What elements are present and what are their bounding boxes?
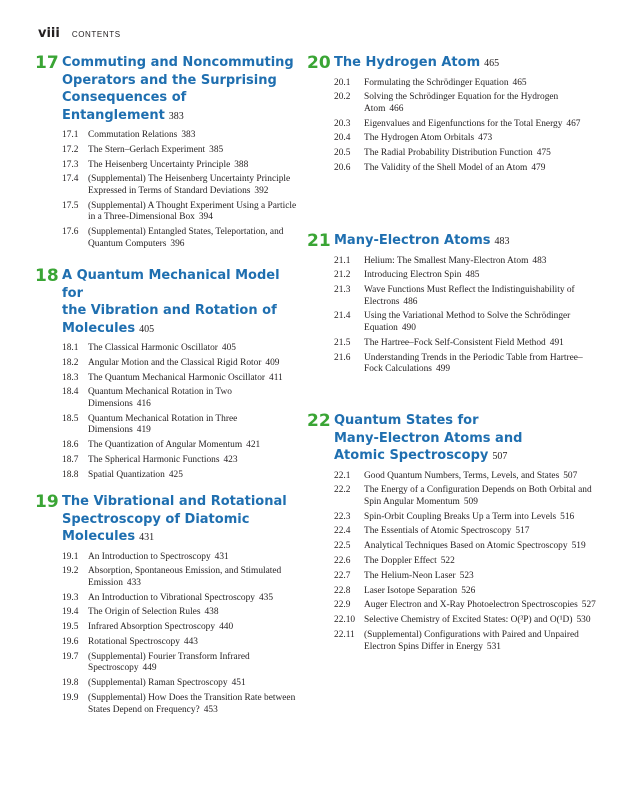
section-title-text: (Supplemental) Fourier Transform Infrared Spectroscopy bbox=[88, 651, 250, 674]
section-title-text: The Energy of a Configuration Depends on Both Orbital and Spin Angular Momentum bbox=[364, 485, 592, 507]
section-number: 19.2 bbox=[62, 566, 79, 577]
section-title bbox=[88, 470, 297, 482]
section-number: 21.3 bbox=[334, 285, 351, 296]
page-header bbox=[38, 24, 121, 42]
section-page: 491 bbox=[549, 337, 564, 348]
chapter-page: 507 bbox=[492, 451, 508, 462]
section-page: 516 bbox=[560, 511, 575, 522]
section-number: 22.4 bbox=[334, 526, 351, 537]
section-entry[interactable] bbox=[307, 571, 597, 583]
section-title bbox=[88, 387, 297, 410]
section-title bbox=[364, 615, 597, 627]
section-title bbox=[364, 556, 597, 568]
chapter-title[interactable] bbox=[62, 54, 297, 125]
section-page: 526 bbox=[461, 585, 476, 596]
section-number: 19.7 bbox=[62, 651, 79, 662]
section-number: 19.5 bbox=[62, 622, 79, 633]
section-number: 17.6 bbox=[62, 227, 79, 238]
section-page: 473 bbox=[478, 133, 493, 144]
section-title bbox=[88, 160, 297, 172]
chapter-number: 17 bbox=[35, 53, 59, 73]
section-title bbox=[364, 285, 597, 308]
section-entry[interactable] bbox=[35, 593, 297, 605]
section-number: 20.4 bbox=[334, 133, 351, 144]
section-list bbox=[35, 552, 297, 717]
section-title bbox=[88, 440, 297, 452]
section-title-text: Laser Isotope Separation bbox=[364, 585, 458, 596]
section-title bbox=[364, 512, 597, 524]
section-page: 453 bbox=[203, 704, 218, 715]
section-number: 19.8 bbox=[62, 678, 79, 689]
section-title bbox=[364, 148, 597, 160]
section-page: 392 bbox=[254, 185, 269, 196]
section-title bbox=[88, 343, 297, 355]
section-number: 22.10 bbox=[334, 615, 356, 626]
section-title-text: Angular Motion and the Classical Rigid Rotor bbox=[88, 357, 262, 368]
section-entry[interactable] bbox=[35, 552, 297, 564]
section-title bbox=[88, 693, 297, 716]
section-title-text: Understanding Trends in the Periodic Table from Hartree–Fock Calculations bbox=[364, 352, 583, 375]
running-title: CONTENTS bbox=[71, 30, 121, 39]
section-entry[interactable] bbox=[307, 485, 597, 508]
section-page: 465 bbox=[512, 77, 527, 88]
chapter-page: 405 bbox=[139, 323, 155, 335]
section-entry[interactable] bbox=[307, 270, 597, 282]
section-page: 411 bbox=[269, 372, 283, 383]
section-title bbox=[88, 637, 297, 649]
section-number: 21.1 bbox=[334, 255, 351, 266]
section-entry[interactable] bbox=[35, 566, 297, 589]
chapter-title[interactable] bbox=[334, 412, 597, 466]
section-list bbox=[307, 471, 597, 654]
section-title bbox=[364, 92, 597, 115]
section-title-text: Helium: The Smallest Many-Electron Atom bbox=[364, 255, 529, 266]
section-page: 531 bbox=[486, 641, 501, 652]
section-title bbox=[364, 571, 597, 583]
chapter-title-line: Spectroscopy of Diatomic bbox=[62, 511, 250, 527]
section-page: 385 bbox=[209, 144, 224, 155]
section-entry[interactable] bbox=[35, 637, 297, 649]
section-page: 519 bbox=[571, 541, 586, 552]
section-title bbox=[88, 358, 297, 370]
section-entry[interactable] bbox=[35, 652, 297, 675]
section-title bbox=[364, 471, 597, 483]
section-title-text: The Quantization of Angular Momentum bbox=[88, 440, 243, 451]
section-title-text: (Supplemental) Raman Spectroscopy bbox=[88, 678, 228, 689]
section-page: 435 bbox=[258, 592, 274, 603]
section-page: 485 bbox=[465, 270, 480, 281]
section-title-text: Good Quantum Numbers, Terms, Levels, and States bbox=[364, 470, 560, 481]
section-number: 18.6 bbox=[62, 440, 79, 451]
section-entry[interactable] bbox=[35, 455, 297, 467]
section-entry[interactable] bbox=[35, 145, 297, 157]
chapter-title-line: Molecules bbox=[62, 320, 136, 336]
section-entry[interactable] bbox=[35, 227, 297, 250]
section-entry[interactable] bbox=[35, 174, 297, 197]
section-page: 483 bbox=[532, 255, 547, 266]
section-number: 22.2 bbox=[334, 485, 351, 496]
section-title-text: The Doppler Effect bbox=[364, 556, 437, 566]
chapter-19 bbox=[35, 493, 297, 719]
section-title-text: Absorption, Spontaneous Emission, and Stimulated Emission bbox=[88, 566, 282, 588]
section-title-text: Quantum Mechanical Rotation in Three Dimensions bbox=[88, 413, 238, 436]
section-entry[interactable] bbox=[307, 133, 597, 145]
section-page: 486 bbox=[403, 296, 418, 307]
section-title bbox=[364, 541, 597, 553]
section-title-text: The Hartree–Fock Self-Consistent Field Method bbox=[364, 337, 546, 348]
section-number: 18.2 bbox=[62, 357, 79, 368]
section-page: 507 bbox=[563, 470, 578, 481]
section-title-text: Using the Variational Method to Solve the Schrödinger Equation bbox=[364, 311, 571, 334]
section-page: 431 bbox=[214, 551, 229, 562]
section-page: 433 bbox=[126, 577, 141, 588]
section-entry[interactable] bbox=[307, 148, 597, 160]
section-number: 18.3 bbox=[62, 372, 79, 383]
chapter-title-line: Many-Electron Atoms and bbox=[334, 430, 523, 446]
section-page: 440 bbox=[219, 622, 234, 633]
section-entry[interactable] bbox=[307, 630, 597, 653]
section-entry[interactable] bbox=[307, 586, 597, 598]
section-number: 20.5 bbox=[334, 148, 351, 159]
section-entry[interactable] bbox=[307, 285, 597, 308]
section-page: 443 bbox=[183, 637, 198, 647]
section-page: 530 bbox=[576, 615, 591, 626]
section-page: 466 bbox=[389, 103, 404, 114]
section-title bbox=[88, 130, 297, 142]
section-title bbox=[364, 133, 597, 145]
section-number: 19.6 bbox=[62, 637, 79, 647]
section-list bbox=[35, 130, 297, 250]
section-title bbox=[88, 607, 297, 619]
chapter-title[interactable] bbox=[334, 232, 597, 251]
section-page: 396 bbox=[170, 238, 185, 249]
section-title bbox=[88, 593, 297, 605]
section-title-text: Selective Chemistry of Excited States: O(³P) and O(¹D) bbox=[364, 615, 573, 626]
section-title-text: (Supplemental) Configurations with Paired and Unpaired Electron Spins Differ in Energy bbox=[364, 629, 579, 652]
section-title bbox=[88, 552, 297, 564]
section-number: 17.4 bbox=[62, 174, 79, 185]
section-entry[interactable] bbox=[35, 160, 297, 172]
section-title bbox=[364, 586, 597, 598]
section-title bbox=[364, 353, 597, 376]
section-title bbox=[88, 652, 297, 675]
section-title-text: An Introduction to Spectroscopy bbox=[88, 551, 211, 562]
section-entry[interactable] bbox=[307, 556, 597, 568]
section-page: 409 bbox=[265, 357, 280, 368]
section-title bbox=[364, 311, 597, 334]
section-entry[interactable] bbox=[35, 373, 297, 385]
chapter-title-line: Quantum States for bbox=[334, 413, 479, 428]
section-title-text: The Spherical Harmonic Functions bbox=[88, 454, 220, 465]
section-number: 22.3 bbox=[334, 511, 351, 522]
section-page: 405 bbox=[221, 343, 236, 353]
section-entry[interactable] bbox=[307, 78, 597, 90]
section-title-text: Quantum Mechanical Rotation in Two Dimensions bbox=[88, 387, 232, 409]
section-title bbox=[88, 227, 297, 250]
section-title-text: Eigenvalues and Eigenfunctions for the Total Energy bbox=[364, 118, 563, 129]
chapter-title-line: Consequences of Entanglement bbox=[62, 90, 187, 123]
section-title bbox=[364, 119, 597, 131]
section-entry[interactable] bbox=[307, 311, 597, 334]
section-title-text: (Supplemental) Entangled States, Teleportation, and Quantum Computers bbox=[88, 227, 284, 249]
chapter-title-line: Many-Electron Atoms bbox=[334, 233, 491, 248]
section-title bbox=[88, 678, 297, 690]
section-title bbox=[88, 455, 297, 467]
section-page: 416 bbox=[136, 398, 151, 409]
chapter-page: 383 bbox=[168, 110, 184, 122]
section-page: 419 bbox=[136, 425, 151, 436]
section-number: 21.5 bbox=[334, 337, 351, 348]
chapter-title[interactable] bbox=[62, 267, 297, 338]
section-entry[interactable] bbox=[35, 130, 297, 142]
section-title-text: The Quantum Mechanical Harmonic Oscillator bbox=[88, 372, 266, 383]
chapter-17 bbox=[35, 54, 297, 253]
chapter-number: 19 bbox=[35, 492, 59, 512]
section-page: 523 bbox=[459, 570, 474, 581]
section-title-text: The Classical Harmonic Oscillator bbox=[88, 343, 218, 353]
section-entry[interactable] bbox=[307, 163, 597, 175]
section-title-text: Rotational Spectroscopy bbox=[88, 637, 180, 647]
chapter-number: 18 bbox=[35, 266, 59, 286]
section-title-text: (Supplemental) How Does the Transition Rate between States Depend on Frequency? bbox=[88, 692, 296, 715]
section-title-text: The Radial Probability Distribution Function bbox=[364, 148, 533, 159]
section-number: 22.1 bbox=[334, 470, 351, 481]
section-number: 22.11 bbox=[334, 629, 355, 640]
section-number: 17.2 bbox=[62, 144, 79, 155]
section-page: 388 bbox=[234, 159, 249, 170]
section-title-text: Introducing Electron Spin bbox=[364, 270, 462, 281]
section-entry[interactable] bbox=[307, 92, 597, 115]
section-number: 20.6 bbox=[334, 163, 351, 173]
section-number: 18.4 bbox=[62, 387, 79, 398]
section-number: 18.5 bbox=[62, 413, 79, 424]
section-number: 22.5 bbox=[334, 541, 351, 552]
section-entry[interactable] bbox=[307, 512, 597, 524]
chapter-title-line: Operators and the Surprising bbox=[62, 72, 277, 88]
section-page: 451 bbox=[231, 678, 246, 689]
chapter-title-line: Molecules bbox=[62, 529, 136, 544]
section-title-text: (Supplemental) The Heisenberg Uncertainty Principle Expressed in Terms of Standard Deviations bbox=[88, 174, 291, 196]
chapter-page: 483 bbox=[494, 236, 510, 247]
section-number: 20.2 bbox=[334, 92, 351, 103]
section-number: 22.8 bbox=[334, 585, 351, 596]
section-page: 490 bbox=[401, 323, 416, 334]
section-title bbox=[88, 373, 297, 385]
chapter-title-line: A Quantum Mechanical Model for bbox=[62, 268, 280, 301]
section-number: 20.1 bbox=[334, 77, 351, 88]
section-page: 425 bbox=[168, 469, 183, 480]
section-title-text: Auger Electron and X-Ray Photoelectron Spectroscopies bbox=[364, 600, 578, 611]
section-title-text: The Heisenberg Uncertainty Principle bbox=[88, 159, 231, 170]
section-entry[interactable] bbox=[307, 119, 597, 131]
chapter-title[interactable] bbox=[62, 493, 297, 547]
section-title bbox=[364, 163, 597, 175]
section-title-text: Analytical Techniques Based on Atomic Spectroscopy bbox=[364, 541, 568, 552]
section-number: 17.1 bbox=[62, 130, 79, 140]
section-entry[interactable] bbox=[35, 678, 297, 690]
section-entry[interactable] bbox=[35, 440, 297, 452]
section-page: 394 bbox=[198, 212, 213, 223]
section-page: 383 bbox=[181, 130, 196, 140]
section-number: 21.2 bbox=[334, 270, 351, 281]
section-title bbox=[88, 174, 297, 197]
section-title-text: Commutation Relations bbox=[88, 130, 178, 140]
section-title-text: Wave Functions Must Reflect the Indistinguishability of Electrons bbox=[364, 285, 575, 307]
section-entry[interactable] bbox=[35, 201, 297, 224]
section-entry[interactable] bbox=[35, 343, 297, 355]
chapter-title-line: The Vibrational and Rotational bbox=[62, 494, 287, 509]
section-number: 19.9 bbox=[62, 692, 79, 703]
section-page: 527 bbox=[581, 600, 596, 611]
section-title bbox=[88, 201, 297, 224]
section-number: 19.4 bbox=[62, 607, 79, 618]
section-title-text: Solving the Schrödinger Equation for the Hydrogen Atom bbox=[364, 92, 559, 114]
section-list bbox=[307, 78, 597, 175]
section-entry[interactable] bbox=[35, 358, 297, 370]
chapter-title-line: Atomic Spectroscopy bbox=[334, 448, 489, 463]
section-title bbox=[364, 78, 597, 90]
section-title-text: The Hydrogen Atom Orbitals bbox=[364, 133, 475, 144]
section-entry[interactable] bbox=[307, 471, 597, 483]
section-number: 22.7 bbox=[334, 570, 351, 581]
section-entry[interactable] bbox=[307, 353, 597, 376]
section-title bbox=[88, 622, 297, 634]
section-number: 18.8 bbox=[62, 469, 79, 480]
section-title-text: The Stern–Gerlach Experiment bbox=[88, 144, 206, 155]
section-entry[interactable] bbox=[307, 600, 597, 612]
section-title bbox=[364, 600, 597, 612]
section-title bbox=[88, 145, 297, 157]
chapter-21 bbox=[307, 232, 597, 379]
section-number: 18.1 bbox=[62, 343, 79, 353]
section-page: 517 bbox=[515, 526, 530, 537]
section-title-text: An Introduction to Vibrational Spectroscopy bbox=[88, 592, 255, 603]
section-entry[interactable] bbox=[35, 387, 297, 410]
section-title-text: The Validity of the Shell Model of an Atom bbox=[364, 163, 528, 173]
section-title bbox=[364, 270, 597, 282]
chapter-title[interactable] bbox=[334, 54, 597, 73]
section-number: 17.5 bbox=[62, 200, 79, 211]
section-title bbox=[364, 485, 597, 508]
section-page: 509 bbox=[463, 496, 478, 507]
section-title-text: The Helium-Neon Laser bbox=[364, 570, 456, 581]
page-number: viii bbox=[38, 26, 60, 41]
section-entry[interactable] bbox=[35, 470, 297, 482]
section-list bbox=[307, 256, 597, 376]
section-title-text: Spatial Quantization bbox=[88, 469, 165, 480]
chapter-title-line: Commuting and Noncommuting bbox=[62, 55, 294, 70]
section-entry[interactable] bbox=[307, 338, 597, 350]
section-entry[interactable] bbox=[307, 615, 597, 627]
section-page: 421 bbox=[246, 440, 261, 451]
chapter-number: 21 bbox=[307, 231, 331, 251]
section-title bbox=[88, 566, 297, 589]
section-title-text: The Origin of Selection Rules bbox=[88, 607, 201, 618]
chapter-number: 20 bbox=[307, 53, 331, 73]
section-number: 21.6 bbox=[334, 352, 351, 363]
section-entry[interactable] bbox=[35, 414, 297, 437]
section-number: 19.3 bbox=[62, 592, 79, 603]
section-number: 17.3 bbox=[62, 159, 79, 170]
chapter-title-line: The Hydrogen Atom bbox=[334, 55, 481, 70]
section-page: 475 bbox=[536, 148, 551, 159]
section-title-text: (Supplemental) A Thought Experiment Using a Particle in a Three-Dimensional Box bbox=[88, 200, 297, 223]
chapter-page: 465 bbox=[484, 58, 500, 69]
section-title-text: Spin-Orbit Coupling Breaks Up a Term into Levels bbox=[364, 511, 557, 522]
chapter-title-line: the Vibration and Rotation of bbox=[62, 303, 277, 318]
section-page: 522 bbox=[440, 556, 455, 566]
section-number: 21.4 bbox=[334, 311, 351, 322]
chapter-number: 22 bbox=[307, 411, 331, 431]
chapter-22 bbox=[307, 412, 597, 656]
section-number: 20.3 bbox=[334, 118, 351, 129]
section-entry[interactable] bbox=[307, 541, 597, 553]
section-entry[interactable] bbox=[307, 256, 597, 268]
section-entry[interactable] bbox=[35, 622, 297, 634]
section-entry[interactable] bbox=[307, 526, 597, 538]
section-page: 499 bbox=[435, 364, 451, 375]
section-list bbox=[35, 343, 297, 481]
section-title bbox=[364, 256, 597, 268]
section-page: 449 bbox=[142, 663, 157, 674]
section-number: 19.1 bbox=[62, 551, 79, 562]
section-title-text: The Essentials of Atomic Spectroscopy bbox=[364, 526, 512, 537]
section-title bbox=[88, 414, 297, 437]
chapter-18 bbox=[35, 267, 297, 484]
section-number: 22.9 bbox=[334, 600, 351, 611]
section-page: 467 bbox=[566, 118, 581, 129]
section-title bbox=[364, 630, 597, 653]
section-page: 479 bbox=[531, 163, 546, 173]
section-title-text: Formulating the Schrödinger Equation bbox=[364, 77, 509, 88]
section-number: 18.7 bbox=[62, 454, 79, 465]
section-entry[interactable] bbox=[35, 693, 297, 716]
section-page: 423 bbox=[223, 454, 238, 465]
section-title-text: Infrared Absorption Spectroscopy bbox=[88, 622, 216, 633]
section-number: 22.6 bbox=[334, 556, 351, 566]
chapter-page: 431 bbox=[139, 532, 155, 543]
section-entry[interactable] bbox=[35, 607, 297, 619]
section-title bbox=[364, 338, 597, 350]
chapter-20 bbox=[307, 54, 597, 178]
section-title bbox=[364, 526, 597, 538]
section-page: 438 bbox=[204, 607, 219, 618]
